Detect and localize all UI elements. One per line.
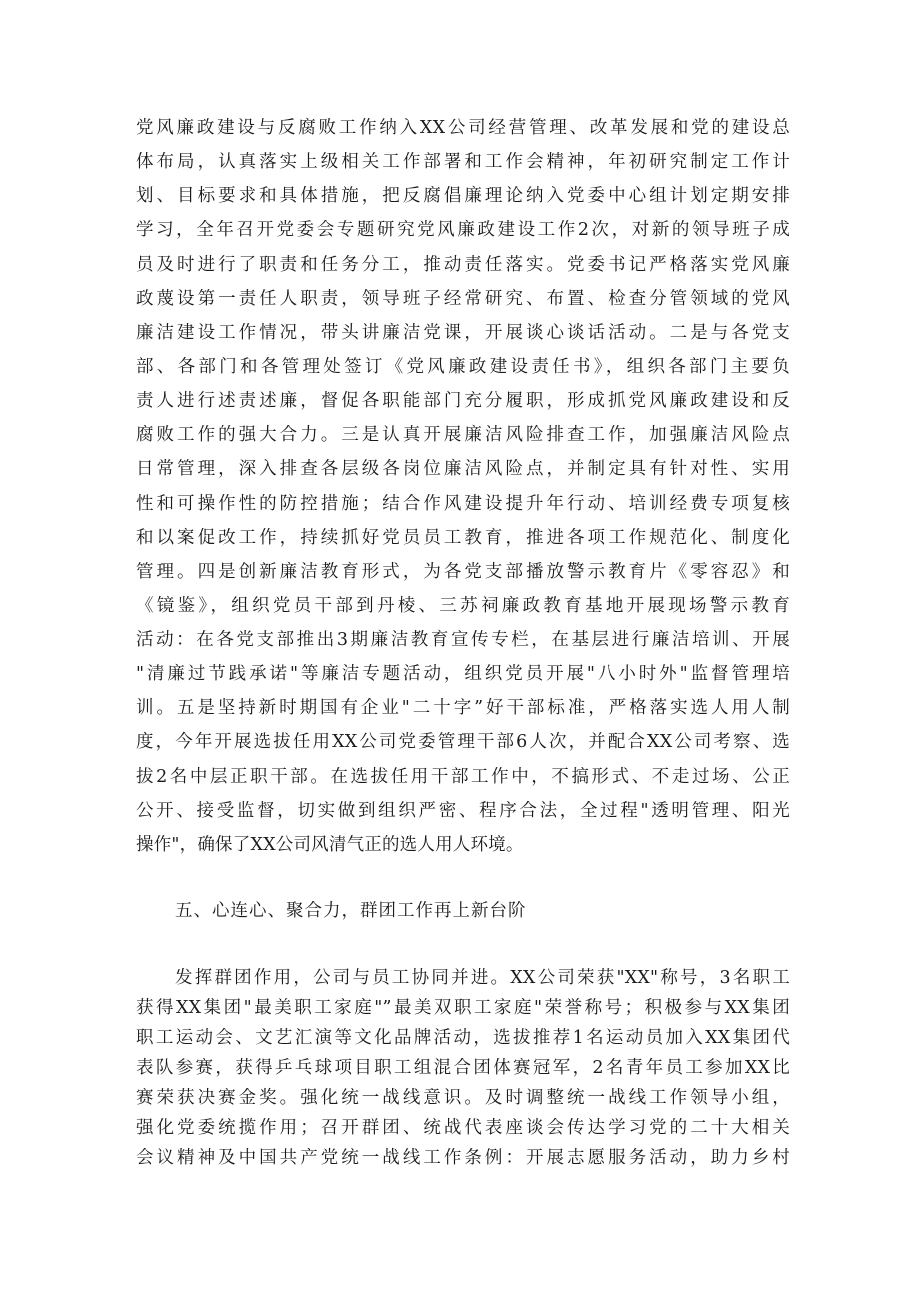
text-line: 公开、接受监督，切实做到组织严密、程序合法，全过程"透明管理、阳光	[136, 801, 790, 821]
text-line: 获得XX集团"最美职工家庭"”最美双职工家庭"荣誉称号；积极参与XX集团	[136, 998, 790, 1018]
text-line: 责人进行述责述廉，督促各职能部门充分履职，形成抓党风廉政建设和反	[136, 391, 790, 411]
text-line: 部、各部门和各管理处签订《党风廉政建设责任书》，组织各部门主要负	[136, 357, 790, 377]
text-line: "清廉过节践承诺"等廉洁专题活动，组织党员开展"八小时外"监督管理培	[136, 664, 790, 684]
text-line: 活动：在各党支部推出3期廉洁教育宣传专栏，在基层进行廉洁培训、开展	[136, 630, 790, 650]
text-line: 会议精神及中国共产党统一战线工作条例：开展志愿服务活动，助力乡村	[136, 1148, 790, 1168]
text-line: 体布局，认真落实上级相关工作部署和工作会精神，年初研究制定工作计	[136, 152, 790, 172]
text-line: 划、目标要求和具体措施，把反腐倡廉理论纳入党委中心组计划定期安排	[136, 186, 790, 206]
text-line: 操作"，确保了XX公司风清气正的选人用人环境。	[136, 835, 524, 855]
text-line: 员及时进行了职责和任务分工，推动责任落实。党委书记严格落实党风廉	[136, 255, 790, 275]
text-line: 和以案促改工作，持续抓好党员员工教育，推进各项工作规范化、制度化	[136, 528, 790, 548]
text-line: 党风廉政建设与反腐败工作纳入XX公司经营管理、改革发展和党的建设总	[136, 118, 790, 138]
text-line: 表队参赛，获得乒乓球项目职工组混合团体赛冠军，2名青年员工参加XX比	[136, 1058, 790, 1078]
text-line: 《镜鉴》，组织党员干部到丹棱、三苏祠廉政教育基地开展现场警示教育	[136, 596, 790, 616]
text-line: 学习，全年召开党委会专题研究党风廉政建设工作2次，对新的领导班子成	[136, 220, 790, 240]
section-heading: 五、心连心、聚合力，群团工作再上新台阶	[175, 901, 527, 921]
text-line: 廉洁建设工作情况，带头讲廉洁党课，开展谈心谈话活动。二是与各党支	[136, 323, 790, 343]
text-line: 发挥群团作用，公司与员工协同并进。XX公司荣获"XX"称号，3名职工	[175, 968, 790, 988]
text-line: 赛荣获决赛金奖。强化统一战线意识。及时调整统一战线工作领导小组，	[136, 1088, 790, 1108]
text-line: 管理。四是创新廉洁教育形式，为各党支部播放警示教育片《零容忍》和	[136, 562, 790, 582]
text-line: 性和可操作性的防控措施；结合作风建设提升年行动、培训经费专项复核	[136, 494, 790, 514]
text-line: 度，今年开展选拔任用XX公司党委管理干部6人次，并配合XX公司考察、选	[136, 732, 790, 752]
text-line: 政蔑设第一责任人职责，领导班子经常研究、布置、检查分管领域的党风	[136, 289, 790, 309]
text-line: 训。五是坚持新时期国有企业"二十字”好干部标准，严格落实选人用人制	[136, 698, 790, 718]
text-line: 日常管理，深入排查各层级各岗位廉洁风险点，并制定具有针对性、实用	[136, 459, 790, 479]
text-line: 强化党委统揽作用；召开群团、统战代表座谈会传达学习党的二十大相关	[136, 1118, 790, 1138]
text-line: 拔2名中层正职干部。在选拔任用干部工作中，不搞形式、不走过场、公正	[136, 767, 790, 787]
text-line: 腐败工作的强大合力。三是认真开展廉洁风险排查工作，加强廉洁风险点	[136, 425, 790, 445]
text-line: 职工运动会、文艺汇演等文化品牌活动，选拔推荐1名运动员加入XX集团代	[136, 1028, 790, 1048]
